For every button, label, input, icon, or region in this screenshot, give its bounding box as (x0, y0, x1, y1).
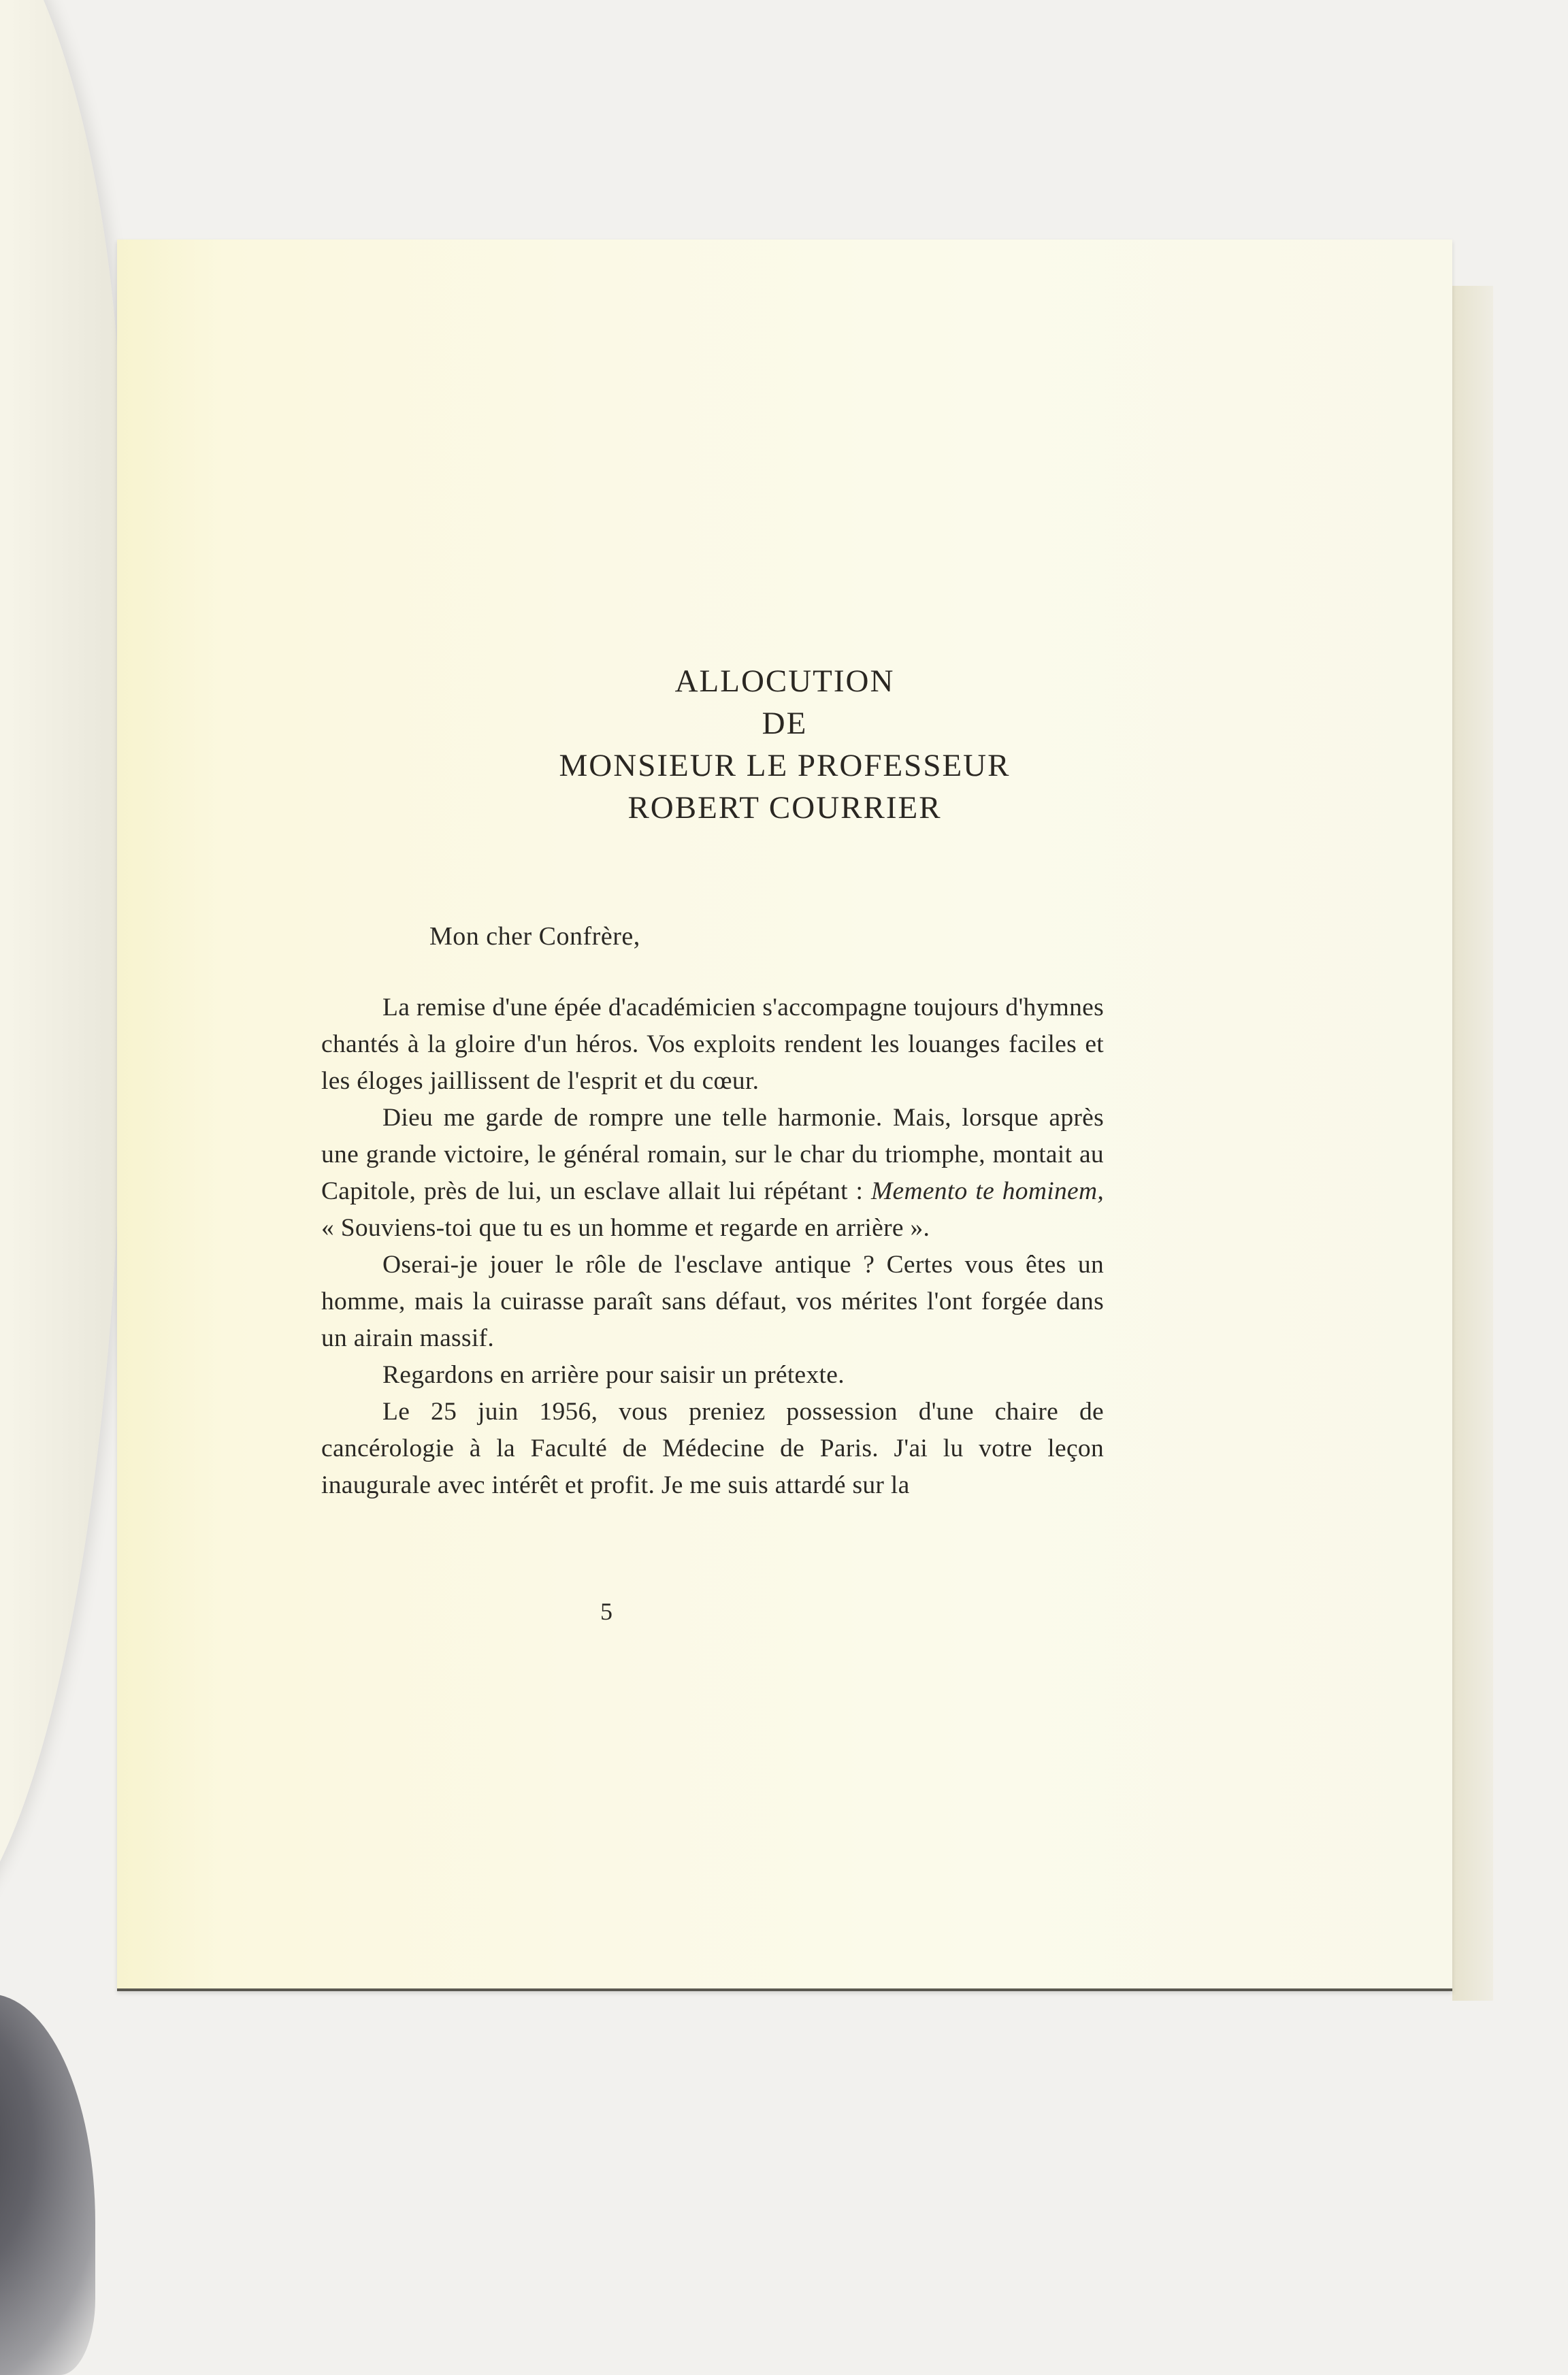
page-edge (1452, 286, 1493, 2001)
body-text (321, 989, 1104, 1504)
heading-line-de: DE (762, 706, 808, 741)
paragraph-2-start: Dieu me garde de rompre une telle harmonie. Mais, lorsque après une grande victoire, le général romain, sur le char du triomphe, montait au Capitole, près de lui, un esclave allait lui répétant : (321, 1104, 1104, 1205)
latin-quote: Memento te hominem, (870, 1177, 1104, 1205)
paragraph-5: Le 25 juin 1956, vous preniez possession d'une chaire de cancérologie à la Faculté de Médecine de Paris. J'ai lu votre leçon inaugurale avec intérêt et profit. Je me suis attardé sur la (321, 1398, 1104, 1499)
paragraph-2-end: « Souviens-toi que tu es un homme et regarde en arrière ». (321, 1214, 930, 1242)
paragraph-3: Oserai-je jouer le rôle de l'esclave antique ? Certes vous êtes un homme, mais la cuirasse paraît sans défaut, vos mérites l'ont forgée dans un airain massif. (321, 1251, 1104, 1352)
paragraph-1: La remise d'une épée d'académicien s'accompagne toujours d'hymnes chantés à la gloire d'un héros. Vos exploits rendent les louanges faciles et les éloges jaillissent de l'esprit et du cœur. (321, 994, 1104, 1095)
paragraph-4: Regardons en arrière pour saisir un prétexte. (382, 1361, 845, 1389)
page-number: 5 (600, 1598, 612, 1625)
background-page-curl (0, 0, 122, 1946)
salutation: Mon cher Confrère, (429, 922, 640, 951)
heading-line-title: MONSIEUR LE PROFESSEUR (559, 748, 1011, 783)
heading-line-allocution: ALLOCUTION (674, 664, 895, 699)
background-shadow (0, 1994, 95, 2375)
book-page (117, 240, 1452, 1991)
heading-line-name: ROBERT COURRIER (627, 790, 942, 825)
paragraph-2 (321, 1100, 1104, 1247)
